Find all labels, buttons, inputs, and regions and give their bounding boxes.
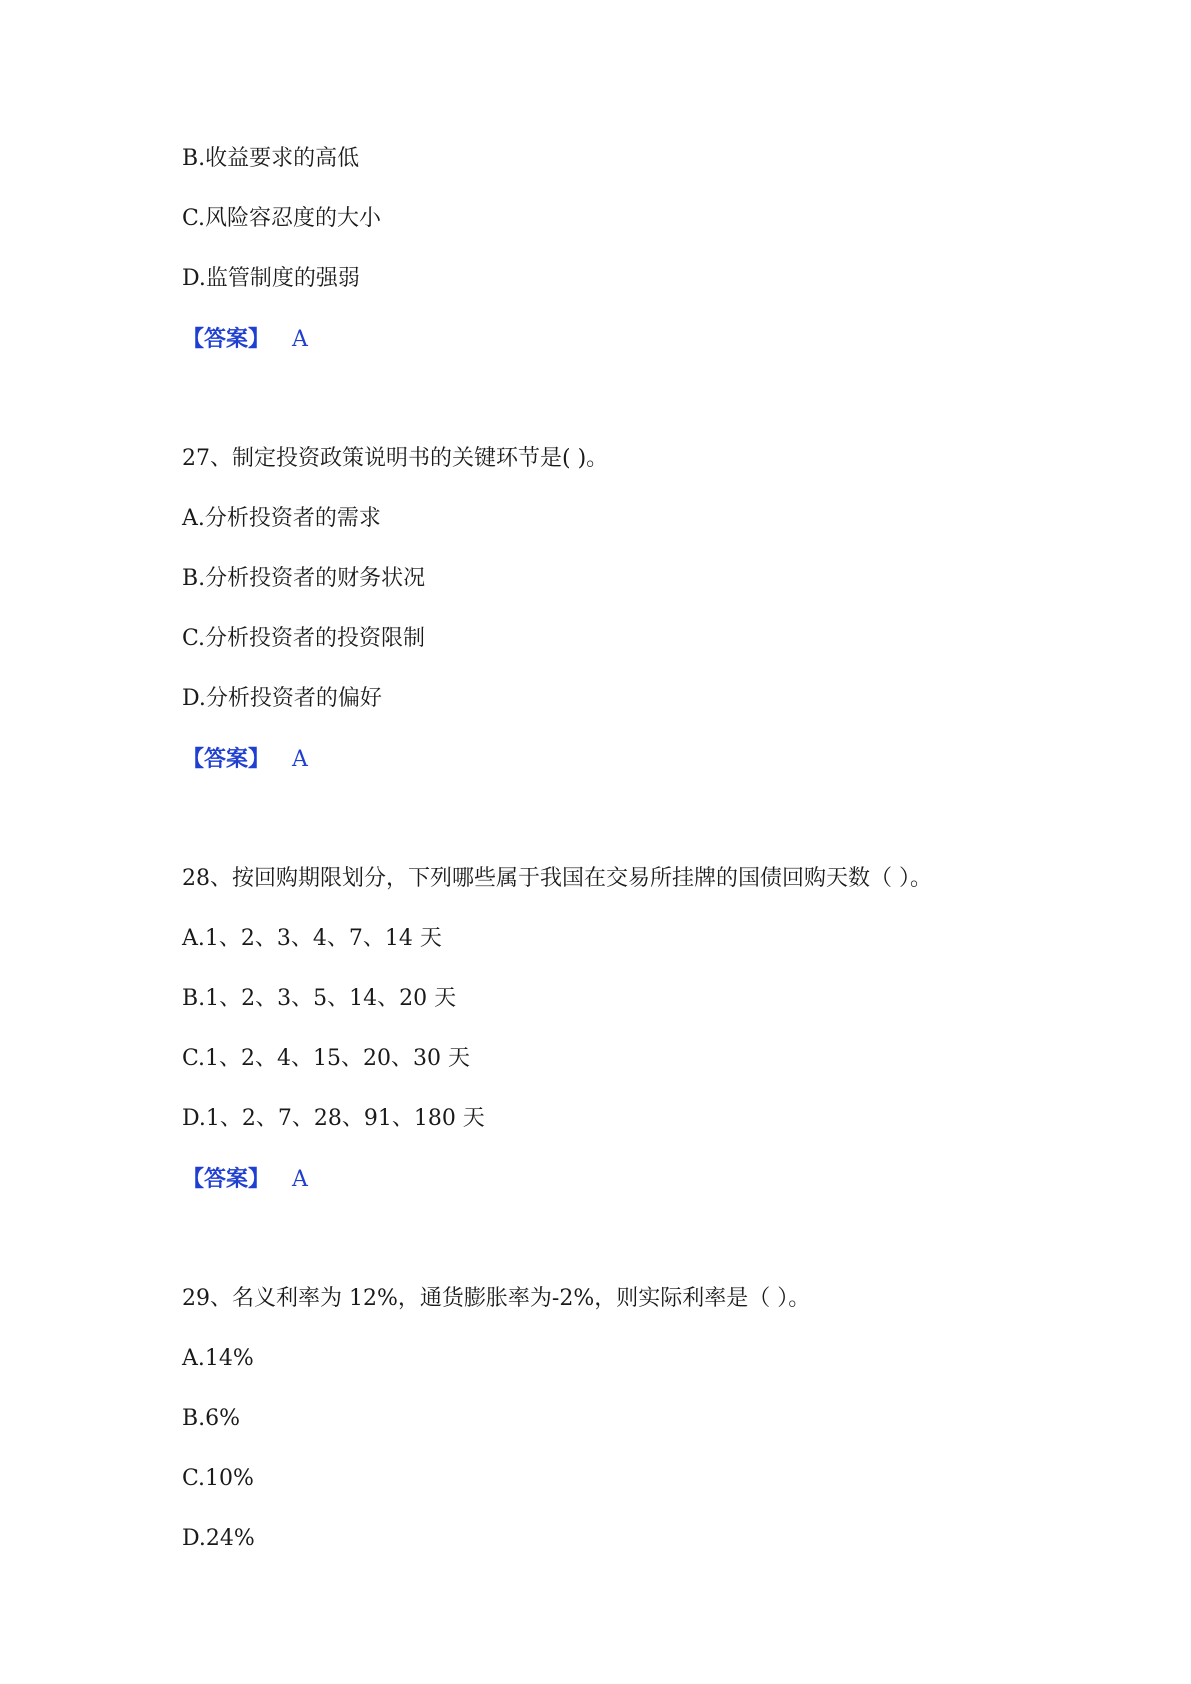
q27-option-a: A.分析投资者的需求 <box>182 506 381 531</box>
answer-value: A <box>292 327 308 352</box>
q29-option-c: C.10% <box>182 1466 254 1491</box>
q29-option-b: B.6% <box>182 1406 241 1431</box>
q26-option-c: C.风险容忍度的大小 <box>182 206 382 231</box>
q29-question: 29、名义利率为 12%，通货膨胀率为-2%，则实际利率是（ ）。 <box>182 1286 811 1311</box>
answer-label: 【答案】 <box>182 746 271 772</box>
q28-option-d: D.1、2、7、28、91、180 天 <box>182 1106 485 1131</box>
q29-option-d: D.24% <box>182 1526 255 1551</box>
q29-option-a: A.14% <box>182 1346 254 1371</box>
q28-option-b: B.1、2、3、5、14、20 天 <box>182 986 457 1011</box>
q27-option-c: C.分析投资者的投资限制 <box>182 626 426 651</box>
q26-option-d: D.监管制度的强弱 <box>182 266 360 291</box>
answer-label: 【答案】 <box>182 1166 271 1192</box>
answer-label: 【答案】 <box>182 326 271 352</box>
answer-value: A <box>292 747 308 772</box>
q28-question: 28、按回购期限划分，下列哪些属于我国在交易所挂牌的国债回购天数（ ）。 <box>182 866 932 891</box>
q28-option-a: A.1、2、3、4、7、14 天 <box>182 926 442 951</box>
q26-option-b: B.收益要求的高低 <box>182 146 360 171</box>
q27-option-b: B.分析投资者的财务状况 <box>182 566 426 591</box>
q27-question: 27、制定投资政策说明书的关键环节是( )。 <box>182 446 609 471</box>
answer-value: A <box>292 1167 308 1192</box>
q26-answer <box>182 324 308 355</box>
q27-answer <box>182 744 308 775</box>
q28-option-c: C.1、2、4、15、20、30 天 <box>182 1046 471 1071</box>
q28-answer <box>182 1164 308 1195</box>
q27-option-d: D.分析投资者的偏好 <box>182 686 382 711</box>
